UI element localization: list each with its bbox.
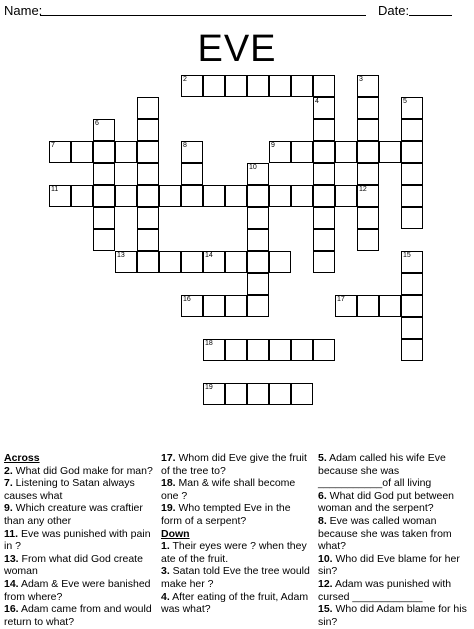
grid-cell[interactable] — [401, 273, 423, 295]
across-clue-16: 16. Adam came from and would return to what? — [4, 603, 152, 628]
grid-cell[interactable] — [137, 251, 159, 273]
grid-cell[interactable] — [181, 75, 203, 97]
grid-cell[interactable] — [357, 207, 379, 229]
grid-cell[interactable] — [269, 251, 291, 273]
grid-cell[interactable] — [313, 229, 335, 251]
grid-cell[interactable] — [401, 119, 423, 141]
grid-cell[interactable] — [291, 383, 313, 405]
grid-cell[interactable] — [401, 339, 423, 361]
grid-cell[interactable] — [203, 295, 225, 317]
grid-cell[interactable] — [313, 207, 335, 229]
grid-cell[interactable] — [247, 251, 269, 273]
grid-cell[interactable] — [269, 383, 291, 405]
grid-cell[interactable] — [269, 339, 291, 361]
grid-cell[interactable] — [181, 251, 203, 273]
clue-number: 19 — [205, 384, 213, 391]
clue-number: 3 — [359, 76, 363, 83]
grid-cell[interactable] — [357, 97, 379, 119]
clue-number: 2 — [183, 76, 187, 83]
down-clue-3: 3. Satan told Eve the tree would make her ? — [161, 565, 310, 590]
across-clue-13: 13. From what did God create woman — [4, 552, 143, 578]
grid-cell[interactable] — [159, 251, 181, 273]
grid-cell[interactable] — [247, 207, 269, 229]
grid-cell[interactable] — [291, 185, 313, 207]
grid-cell[interactable] — [401, 141, 423, 163]
grid-cell[interactable] — [159, 185, 181, 207]
grid-cell[interactable] — [247, 383, 269, 405]
clue-number: 18 — [205, 340, 213, 347]
clue-column-1 — [4, 452, 154, 628]
grid-cell[interactable] — [269, 75, 291, 97]
grid-cell[interactable] — [357, 295, 379, 317]
clue-number: 10 — [249, 164, 257, 171]
grid-cell[interactable] — [291, 75, 313, 97]
grid-cell[interactable] — [401, 185, 423, 207]
name-label: Name: — [4, 3, 43, 18]
clue-number: 13 — [117, 252, 125, 259]
grid-cell[interactable] — [357, 185, 379, 207]
across-clue-11: 11. Eve was punished with pain in ? — [4, 527, 151, 553]
grid-cell[interactable] — [247, 273, 269, 295]
date-label: Date: — [378, 3, 410, 18]
grid-cell[interactable] — [225, 251, 247, 273]
grid-cell[interactable] — [401, 317, 423, 339]
across-clue-14: 14. Adam & Eve were banished from where? — [4, 577, 151, 603]
grid-cell[interactable] — [181, 295, 203, 317]
grid-cell[interactable] — [203, 383, 225, 405]
grid-cell[interactable] — [137, 97, 159, 119]
grid-cell[interactable] — [313, 185, 335, 207]
grid-cell[interactable] — [401, 163, 423, 185]
grid-cell[interactable] — [93, 185, 115, 207]
clue-number: 4 — [315, 98, 319, 105]
grid-cell[interactable] — [203, 339, 225, 361]
grid-cell[interactable] — [225, 75, 247, 97]
grid-cell[interactable] — [225, 383, 247, 405]
grid-cell[interactable] — [181, 163, 203, 185]
clue-number: 8 — [183, 142, 187, 149]
grid-cell[interactable] — [137, 163, 159, 185]
across-clue-17: 17. Whom did Eve give the fruit of the tree to? — [161, 452, 307, 477]
clue-number: 9 — [271, 142, 275, 149]
grid-cell[interactable] — [93, 229, 115, 251]
across-clue-2: 2. What did God make for man? — [4, 464, 153, 477]
grid-cell[interactable] — [291, 141, 313, 163]
grid-cell[interactable] — [247, 229, 269, 251]
down-heading: Down — [161, 527, 190, 540]
grid-cell[interactable] — [71, 141, 93, 163]
clue-column-3 — [318, 452, 468, 628]
grid-cell[interactable] — [93, 207, 115, 229]
down-clue-10: 10. Who did Eve blame for her sin? — [318, 552, 460, 578]
grid-cell[interactable] — [357, 75, 379, 97]
grid-cell[interactable] — [203, 251, 225, 273]
grid-cell[interactable] — [313, 75, 335, 97]
grid-cell[interactable] — [401, 207, 423, 229]
clue-number: 14 — [205, 252, 213, 259]
clue-number: 16 — [183, 296, 191, 303]
grid-cell[interactable] — [115, 251, 137, 273]
across-clue-18: 18. Man & wife shall become one ? — [161, 477, 296, 502]
grid-cell[interactable] — [335, 295, 357, 317]
grid-cell[interactable] — [379, 141, 401, 163]
grid-cell[interactable] — [313, 119, 335, 141]
grid-cell[interactable] — [49, 141, 71, 163]
grid-cell[interactable] — [357, 119, 379, 141]
grid-cell[interactable] — [137, 229, 159, 251]
grid-cell[interactable] — [115, 185, 137, 207]
grid-cell[interactable] — [313, 339, 335, 361]
down-clue-15: 15. Who did Adam blame for his sin? — [318, 603, 467, 628]
grid-cell[interactable] — [313, 141, 335, 163]
grid-cell[interactable] — [93, 141, 115, 163]
grid-cell[interactable] — [401, 295, 423, 317]
grid-cell[interactable] — [203, 75, 225, 97]
grid-cell[interactable] — [225, 185, 247, 207]
grid-cell[interactable] — [247, 339, 269, 361]
grid-cell[interactable] — [203, 185, 225, 207]
grid-cell[interactable] — [137, 185, 159, 207]
down-clue-8: 8. Eve was called woman because she was taken from what? — [318, 514, 452, 553]
down-clue-12: 12. Adam was punished with cursed ____________ — [318, 577, 452, 603]
grid-cell[interactable] — [357, 229, 379, 251]
page-title: EVE — [197, 28, 277, 70]
grid-cell[interactable] — [269, 141, 291, 163]
down-clue-5: 5. Adam called his wife Eve because she was ___________of all living — [318, 452, 446, 490]
grid-cell[interactable] — [181, 185, 203, 207]
grid-cell[interactable] — [269, 185, 291, 207]
grid-cell[interactable] — [247, 163, 269, 185]
clue-number: 7 — [51, 142, 55, 149]
clue-column-2 — [161, 452, 311, 616]
grid-cell[interactable] — [137, 141, 159, 163]
grid-cell[interactable] — [137, 207, 159, 229]
grid-cell[interactable] — [247, 185, 269, 207]
grid-cell[interactable] — [137, 119, 159, 141]
grid-cell[interactable] — [181, 141, 203, 163]
grid-cell[interactable] — [357, 141, 379, 163]
grid-cell[interactable] — [225, 295, 247, 317]
grid-cell[interactable] — [247, 75, 269, 97]
across-clue-9: 9. Which creature was craftier than any other — [4, 502, 143, 527]
across-clue-19: 19. Who tempted Eve in the form of a serpent? — [161, 502, 291, 527]
grid-cell[interactable] — [379, 295, 401, 317]
clue-number: 6 — [95, 120, 99, 127]
grid-cell[interactable] — [401, 97, 423, 119]
across-heading: Across — [4, 452, 40, 464]
grid-cell[interactable] — [115, 141, 137, 163]
down-clue-4: 4. After eating of the fruit, Adam was what? — [161, 590, 309, 616]
grid-cell[interactable] — [313, 251, 335, 273]
clue-number: 17 — [337, 296, 345, 303]
grid-cell[interactable] — [313, 97, 335, 119]
grid-cell[interactable] — [93, 163, 115, 185]
grid-cell[interactable] — [313, 163, 335, 185]
clue-number: 12 — [359, 186, 367, 193]
grid-cell[interactable] — [357, 163, 379, 185]
clue-number: 15 — [403, 252, 411, 259]
down-clue-6: 6. What did God put between woman and the serpent? — [318, 489, 455, 515]
across-clue-7: 7. Listening to Satan always causes what — [4, 477, 135, 502]
down-clue-1: 1. Their eyes were ? when they ate of the fruit. — [161, 540, 307, 565]
clue-number: 11 — [51, 186, 59, 193]
clue-number: 5 — [403, 98, 407, 105]
grid-cell[interactable] — [247, 295, 269, 317]
grid-cell[interactable] — [291, 339, 313, 361]
grid-cell[interactable] — [49, 185, 71, 207]
grid-cell[interactable] — [71, 185, 93, 207]
grid-cell[interactable] — [225, 339, 247, 361]
grid-cell[interactable] — [335, 185, 357, 207]
grid-cell[interactable] — [335, 141, 357, 163]
grid-cell[interactable] — [93, 119, 115, 141]
grid-cell[interactable] — [401, 251, 423, 273]
